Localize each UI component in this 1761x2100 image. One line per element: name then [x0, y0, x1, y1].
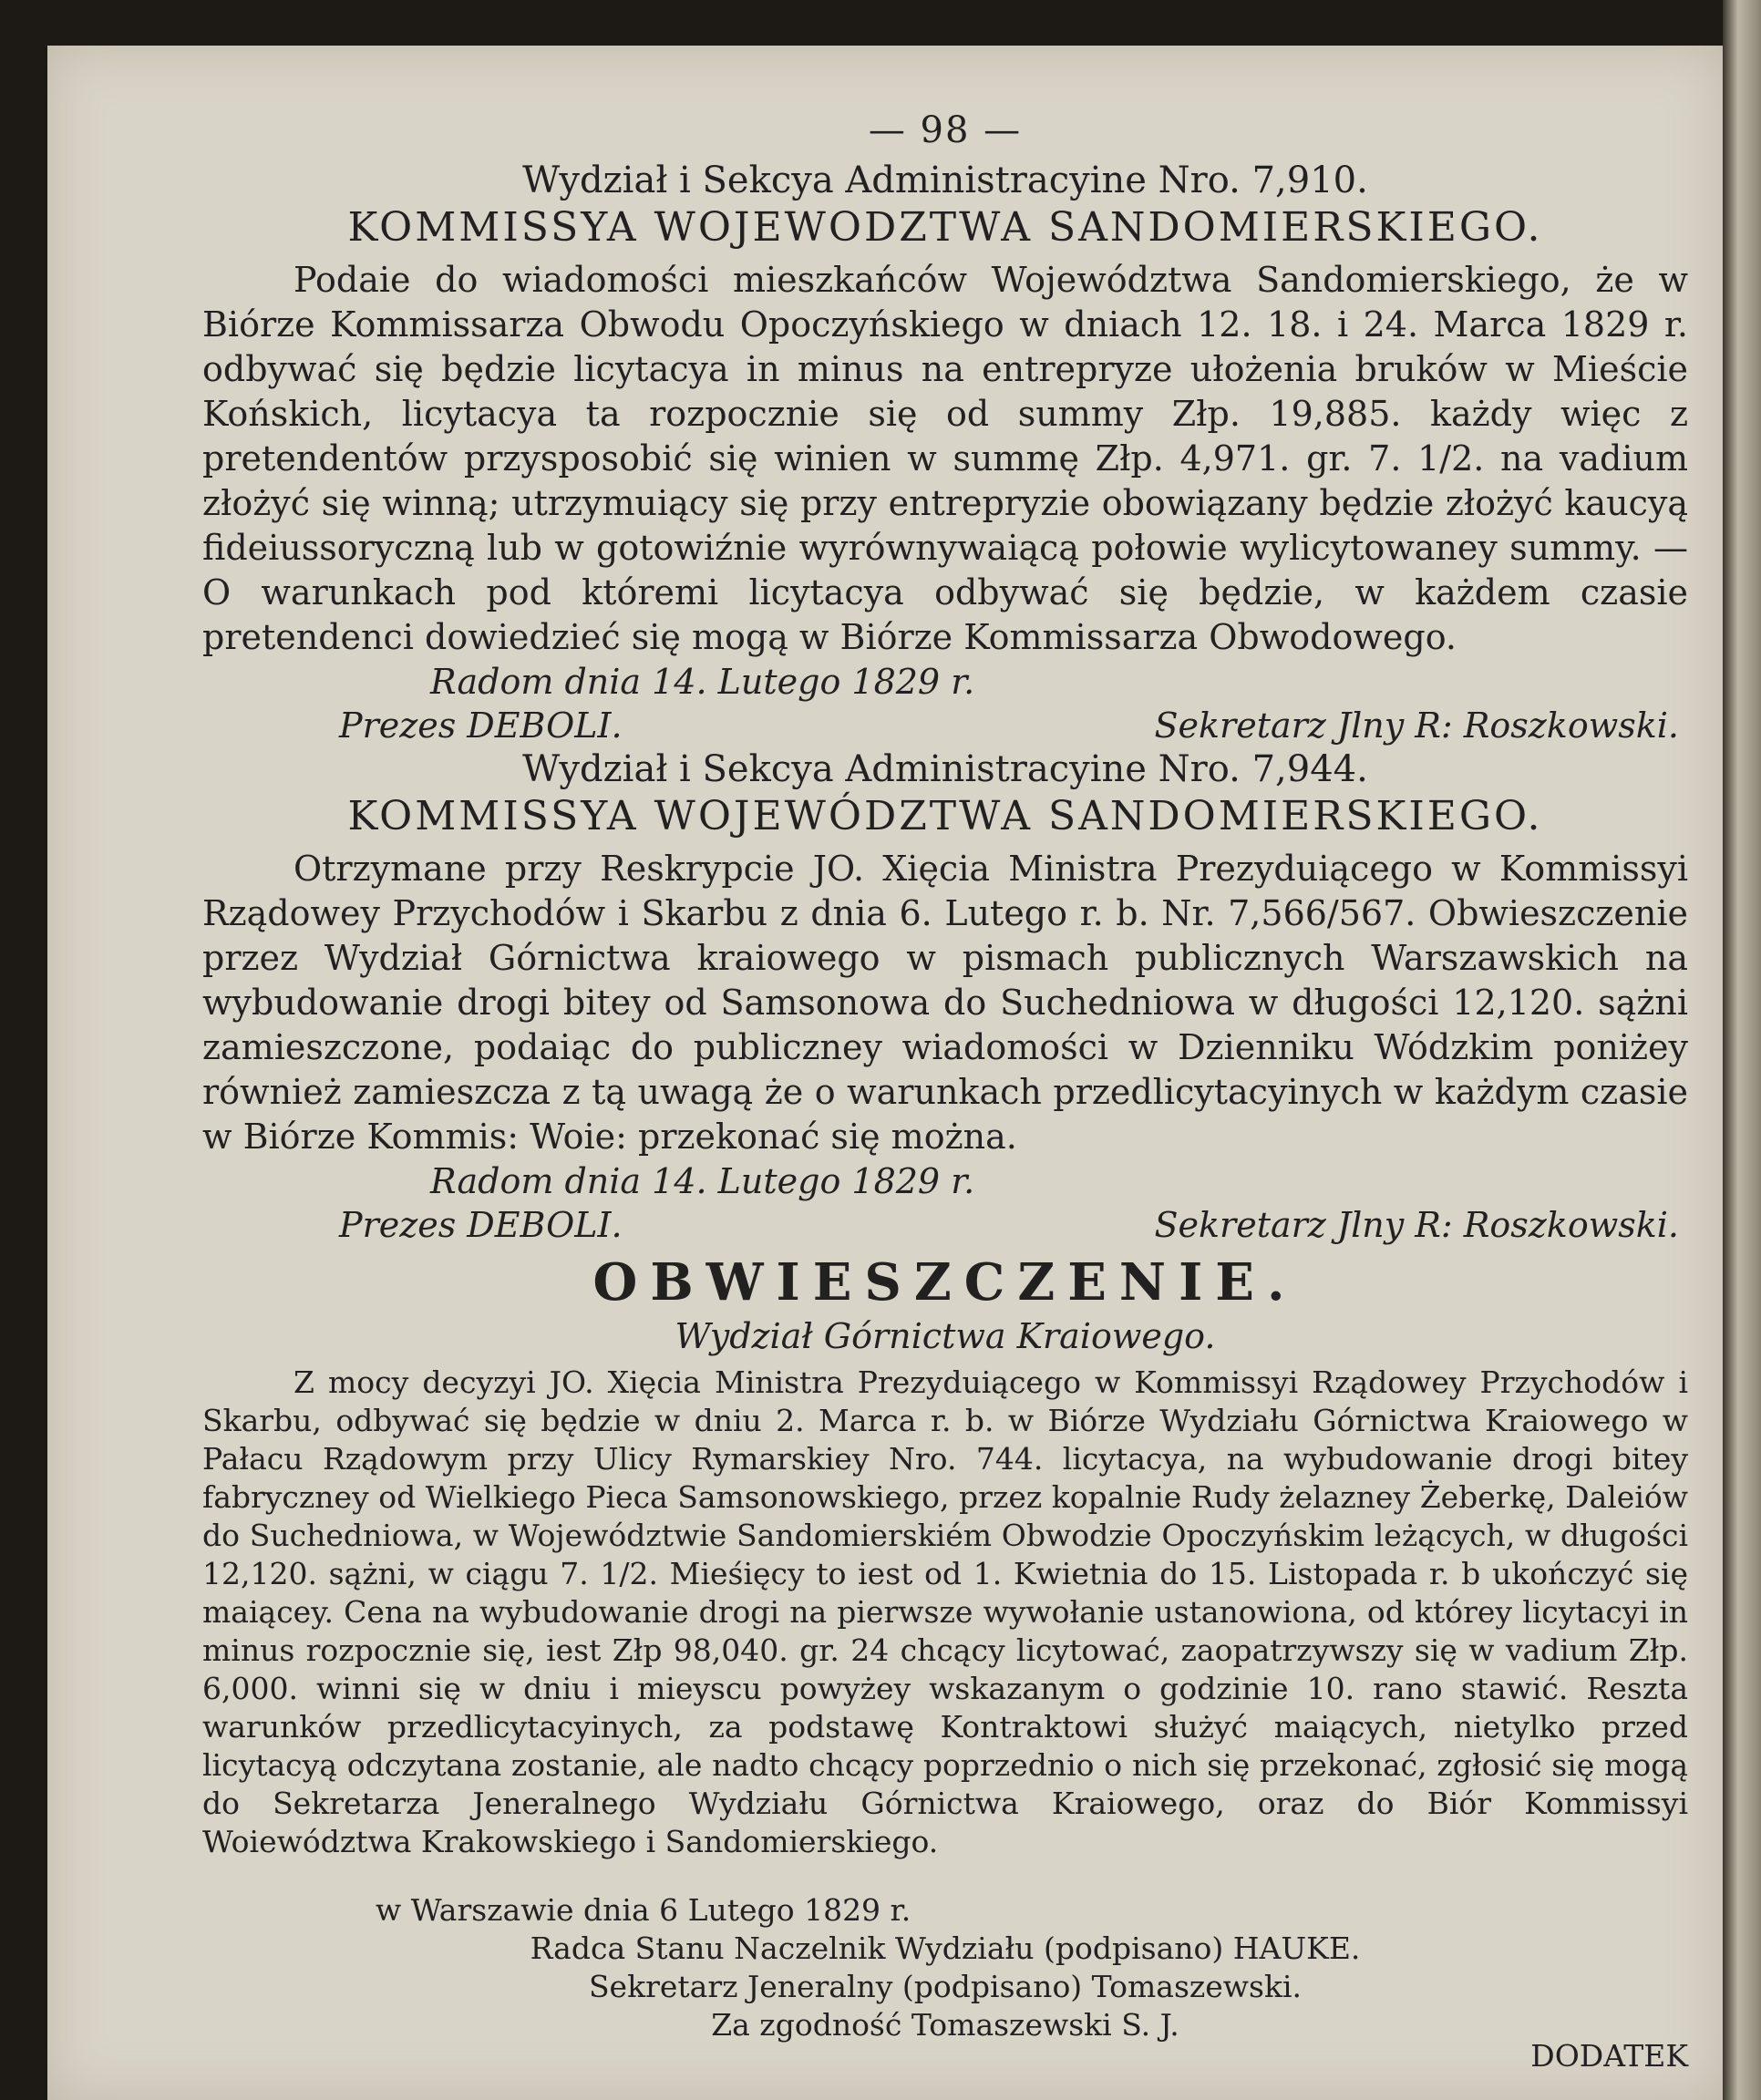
notice3-signed-2: Sekretarz Jeneralny (podpisano) Tomaszewski. — [588, 1969, 1303, 2004]
notice3-subtitle: Wydział Górnictwa Kraiowego. — [675, 1316, 1216, 1356]
notice1-body: Podaie do wiadomości mieszkańców Województwa Sandomierskiego, że w Biórze Kommissarza Obwodu Opoczyńskiego w dniach 12. 18. i 24. Marca 1829 r. odbywać się będzie licytacya in minus na entrepryze ułożenia bruków w Mieście Końskich, licytacya ta rozpocznie się od summy Złp. 19,885. każdy więc z pretendentów przysposobić się winien w summę Złp. 4,971. gr. 7. 1/2. na vadium złożyć się winną; utrzymuiący się przy entrepryzie obowiązany będzie złożyć kaucyą fideiussoryczną lub w gotowiźnie wyrównywaiącą połowie wylicytowaney summy. — O warunkach pod któremi licytacya odbywać się będzie, w każdem czasie pretendenci dowiedzieć się mogą w Biórze Kommissarza Obwodowego. — [202, 260, 1688, 657]
notice1-sig-left: Prezes DEBOLI. — [339, 705, 623, 746]
notice2-sig-right: Sekretarz Jlny R: Roszkowski. — [1154, 1205, 1679, 1245]
notice3-signed-1: Radca Stanu Naczelnik Wydziału (podpisano) HAUKE. — [530, 1930, 1361, 1966]
notice3-body: Z mocy decyzyi JO. Xięcia Ministra Prezyduiącego w Kommissyi Rządowey Przychodów i Skarbu, odbywać się będzie w dniu 2. Marca r. b. w Biórze Wydziału Górnictwa Kraiowego w Pałacu Rządowym przy Ulicy Rymarskiey Nro. 744. licytacya, na wybudowanie drogi bitey fabryczney od Wielkiego Pieca Samsonowskiego, przez kopalnie Rudy żelazney Żeberkę, Daleiów do Suchedniowa, w Województwie Sandomierskiém Obwodzie Opoczyńskim leżących, w długości 12,120. sążni, w ciągu 7. 1/2. Mieśięcy to iest od 1. Kwietnia do 15. Listopada r. b ukończyć się maiącey. Cena na wybudowanie drogi na pierwsze wywołanie ustanowiona, od którey licytacyi in minus rozpocznie się, iest Złp 98,040. gr. 24 chcący licytować, zaopatrzywszy się w vadium Złp. 6,000. winni się w dniu i mieyscu powyżey wskazanym o godzinie 10. rano stawić. Reszta warunków przedlicytacyinych, za podstawę Kontraktowi służyć maiących, nietylko przed licytacyą odczytana zostanie, ale nadto chcący poprzednio o nich się przekonać, zgłosić się mogą do Sekretarza Jeneralnego Wydziału Górnictwa Kraiowego, oraz do Biór Kommissyi Woiewództwa Krakowskiego i Sandomierskiego. — [202, 1364, 1688, 1859]
notice3-attest: Za zgodność Tomaszewski S. J. — [711, 2007, 1179, 2043]
page-number: — 98 — — [868, 109, 1023, 151]
notice2-body: Otrzymane przy Reskrypcie JO. Xięcia Ministra Prezyduiącego w Kommissyi Rządowey Przychodów i Skarbu z dnia 6. Lutego r. b. Nr. 7,566/567. Obwieszczenie przez Wydział Górnictwa kraiowego w pismach publicznych Warszawskich na wybudowanie drogi bitey od Samsonowa do Suchedniowa w długości 12,120. sążni zamieszczone, podaiąc do publiczney wiadomości w Dzienniku Wódzkim poniżey również zamieszcza z tą uwagą że o warunkach przedlicytacyinych w każdym czasie w Biórze Kommis: Woie: przekonać się można. — [202, 849, 1688, 1157]
notice1-authority: KOMMISSYA WOJEWODZTWA SANDOMIERSKIEGO. — [347, 204, 1543, 251]
document-text — [202, 109, 1688, 2075]
notice1-sig-right: Sekretarz Jlny R: Roszkowski. — [1154, 705, 1679, 746]
notice2-sig-left: Prezes DEBOLI. — [339, 1205, 623, 1245]
notice3-date: w Warszawie dnia 6 Lutego 1829 r. — [376, 1892, 911, 1928]
catchword: DODATEK — [1530, 2038, 1688, 2074]
notice2-date: Radom dnia 14. Lutego 1829 r. — [430, 1161, 975, 1201]
page-edge — [1723, 0, 1761, 2100]
notice1-date: Radom dnia 14. Lutego 1829 r. — [430, 662, 975, 702]
notice2-authority: KOMMISSYA WOJEWÓDZTWA SANDOMIERSKIEGO. — [347, 793, 1543, 839]
notice1-signatures — [202, 704, 1688, 747]
notice2-signatures — [202, 1203, 1688, 1247]
notice1-ref: Wydział i Sekcya Administracyine Nro. 7,910. — [522, 160, 1368, 201]
notice3-title: OBWIESZCZENIE. — [592, 1252, 1298, 1312]
notice2-ref: Wydział i Sekcya Administracyine Nro. 7,944. — [522, 748, 1368, 790]
